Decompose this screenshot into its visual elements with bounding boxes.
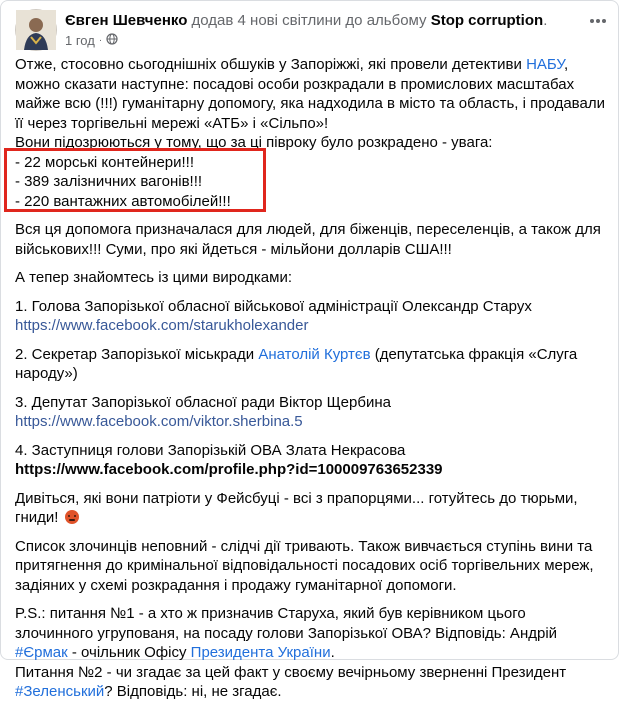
album-link[interactable]: Stop corruption	[430, 12, 544, 29]
paragraph-ps	[15, 604, 606, 663]
paragraph-purpose: Вся ця допомога призначалася для людей, для біженців, переселенців, а також для військових!!! Суми, про які йдеться - мільйони долларів США!!!	[15, 221, 601, 258]
list-item: - 220 вантажних автомобілей!!!	[15, 192, 231, 210]
stolen-list	[15, 153, 606, 212]
person-1-url[interactable]: https://www.facebook.com/starukholexander	[15, 317, 309, 334]
post-title-line	[65, 11, 574, 30]
post-header	[15, 9, 604, 49]
paragraph-suspected: Вони підозрюються у тому, що за ці півроку було розкрадено - увага:	[15, 134, 493, 151]
person-3	[15, 393, 606, 432]
paragraph-text: ? Відповідь: ні, не згадає.	[104, 683, 282, 700]
hashtag-yermak[interactable]: #Єрмак	[15, 644, 68, 661]
post-action-text: додав 4 нові світлини до альбому	[187, 12, 431, 29]
paragraph-text: - очільник Офісу	[67, 644, 191, 661]
post-meta	[65, 11, 574, 48]
paragraph-incomplete: Список злочинців неповний - слідчі дії тривають. Також вивчається ступінь вини та притягнення до кримінальної відповідальності посадових осіб торгівельних мереж, задіяних у схемі розкрадання і продажу гуманітарної допомоги.	[15, 537, 594, 594]
paragraph-meet: А тепер знайомтесь із цими виродками:	[15, 269, 293, 286]
hashtag-zelensky[interactable]: #Зеленський	[15, 683, 105, 700]
person-3-url[interactable]: https://www.facebook.com/viktor.sherbina.5	[15, 413, 303, 430]
paragraph-intro	[15, 55, 606, 133]
avatar[interactable]	[15, 9, 57, 51]
person-2-text: (депутатська фракція «Слуга народу»)	[15, 345, 578, 382]
person-2-text: 2. Секретар Запорізької міськради	[15, 345, 259, 363]
person-1-text: 1. Голова Запорізької обласної військової адміністрації Олександр Старух	[15, 297, 532, 315]
author-name[interactable]: Євген Шевченко	[65, 12, 188, 29]
paragraph-text: Отже, стосовно сьогоднішніх обшуків у Запоріжжі, які провели детективи	[15, 56, 527, 73]
post-timestamp-line	[65, 33, 574, 48]
paragraph-text: .	[330, 644, 335, 661]
list-item: - 22 морські контейнери!!!	[15, 153, 195, 171]
person-3-text: 3. Депутат Запорізької обласної ради Віктор Щербина	[15, 393, 391, 411]
angry-face-emoji	[65, 510, 79, 524]
nabu-link[interactable]: НАБУ	[526, 56, 564, 73]
paragraph-text: P.S.: питання №1 - а хто ж призначив Старуха, який був керівником цього злочинного угрупованя, на посаду голови Запорізької ОВА? Відповідь: Андрій	[15, 605, 558, 642]
paragraph-patriots	[15, 489, 606, 528]
person-4-url[interactable]: https://www.facebook.com/profile.php?id=100009763652339	[15, 461, 443, 478]
post-time[interactable]: 1 год	[65, 33, 95, 48]
paragraph-text: , можно сказати наступне: посадові особи розкрадали в промислових масштабах майже всю (!!!) гуманітарну допомогу, яка надходила в місто та область, і продавали її через торгівельні мережі «АТБ» і «Сільпо»!	[15, 56, 605, 132]
post-action-end: .	[543, 12, 548, 29]
person-2-link[interactable]: Анатолій Куртєв	[258, 345, 371, 363]
president-link[interactable]: Президента України	[190, 644, 331, 661]
paragraph-text: Питання №2 - чи згадає за цей факт у своєму вечірньому зверненні Президент	[15, 663, 567, 681]
post-body	[15, 55, 606, 702]
list-item: - 389 залізничних вагонів!!!	[15, 173, 203, 190]
person-4	[15, 441, 606, 480]
ellipsis-icon[interactable]	[586, 11, 610, 35]
person-4-text: 4. Заступниця голови Запорізькій ОВА Злата Некрасова	[15, 441, 406, 459]
globe-icon	[106, 33, 118, 48]
paragraph-text: Дивіться, які вони патріоти у Фейсбуці - всі з прапорцями... готуйтесь до тюрьми, гниди!	[15, 489, 578, 526]
person-1	[15, 297, 606, 336]
separator-dot: ·	[98, 35, 103, 46]
person-2	[15, 345, 606, 384]
paragraph-question-2	[15, 663, 606, 702]
